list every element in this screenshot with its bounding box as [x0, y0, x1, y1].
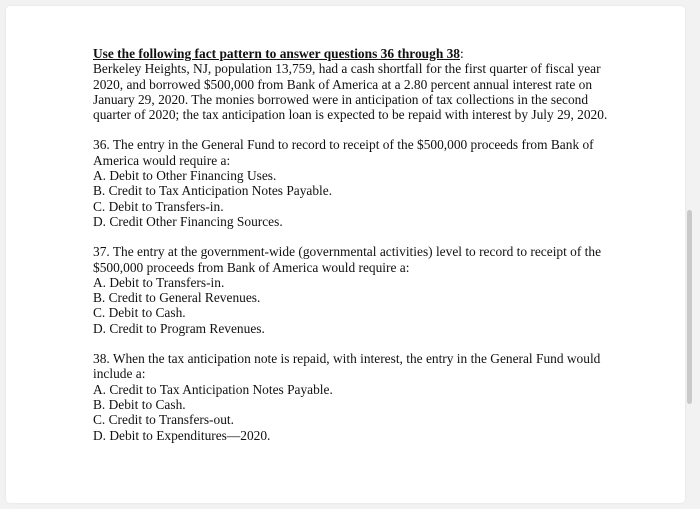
fact-pattern-line: 2020, and borrowed $500,000 from Bank of America at a 2.80 percent annual interest rate on	[93, 76, 593, 92]
document-content	[93, 46, 618, 443]
question-36	[93, 137, 618, 229]
fact-pattern-line: Berkeley Heights, NJ, population 13,759, had a cash shortfall for the first quarter of fiscal year	[93, 61, 601, 77]
answer-option-d: D. Credit Other Financing Sources.	[93, 213, 283, 229]
fact-pattern-line: January 29, 2020. The monies borrowed were in anticipation of tax collections in the second	[93, 91, 589, 107]
answer-option-c: C. Credit to Transfers-out.	[93, 412, 234, 428]
question-stem-line: include a:	[93, 366, 146, 382]
question-stem-line: 37. The entry at the government-wide (governmental activities) level to record to receipt of the	[93, 244, 602, 260]
vertical-scrollbar[interactable]	[687, 210, 692, 404]
question-stem-line: 38. When the tax anticipation note is repaid, with interest, the entry in the General Fund would	[93, 351, 601, 367]
question-stem-line: 36. The entry in the General Fund to record to receipt of the $500,000 proceeds from Bank of	[93, 137, 594, 153]
question-stem-line: America would require a:	[93, 152, 231, 168]
answer-option-a: A. Debit to Other Financing Uses.	[93, 168, 277, 184]
answer-option-d: D. Credit to Program Revenues.	[93, 320, 265, 336]
fact-pattern-heading-colon: :	[460, 46, 464, 61]
answer-option-c: C. Debit to Transfers-in.	[93, 198, 224, 214]
answer-option-c: C. Debit to Cash.	[93, 305, 186, 321]
answer-option-d: D. Debit to Expenditures—2020.	[93, 427, 271, 443]
answer-option-b: B. Credit to Tax Anticipation Notes Payable.	[93, 183, 333, 199]
document-page	[6, 6, 685, 503]
question-37	[93, 244, 618, 336]
answer-option-a: A. Credit to Tax Anticipation Notes Payable.	[93, 381, 333, 397]
question-38	[93, 351, 618, 443]
fact-pattern-line: quarter of 2020; the tax anticipation loan is expected to be repaid with interest by July 29, 2020.	[93, 107, 608, 123]
answer-option-a: A. Debit to Transfers-in.	[93, 274, 225, 290]
answer-option-b: B. Debit to Cash.	[93, 396, 186, 412]
fact-pattern-heading: Use the following fact pattern to answer questions 36 through 38	[93, 46, 461, 61]
fact-pattern	[93, 46, 618, 122]
fact-pattern-heading-line	[93, 46, 618, 61]
question-stem-line: $500,000 proceeds from Bank of America would require a:	[93, 259, 410, 275]
answer-option-b: B. Credit to General Revenues.	[93, 290, 261, 306]
